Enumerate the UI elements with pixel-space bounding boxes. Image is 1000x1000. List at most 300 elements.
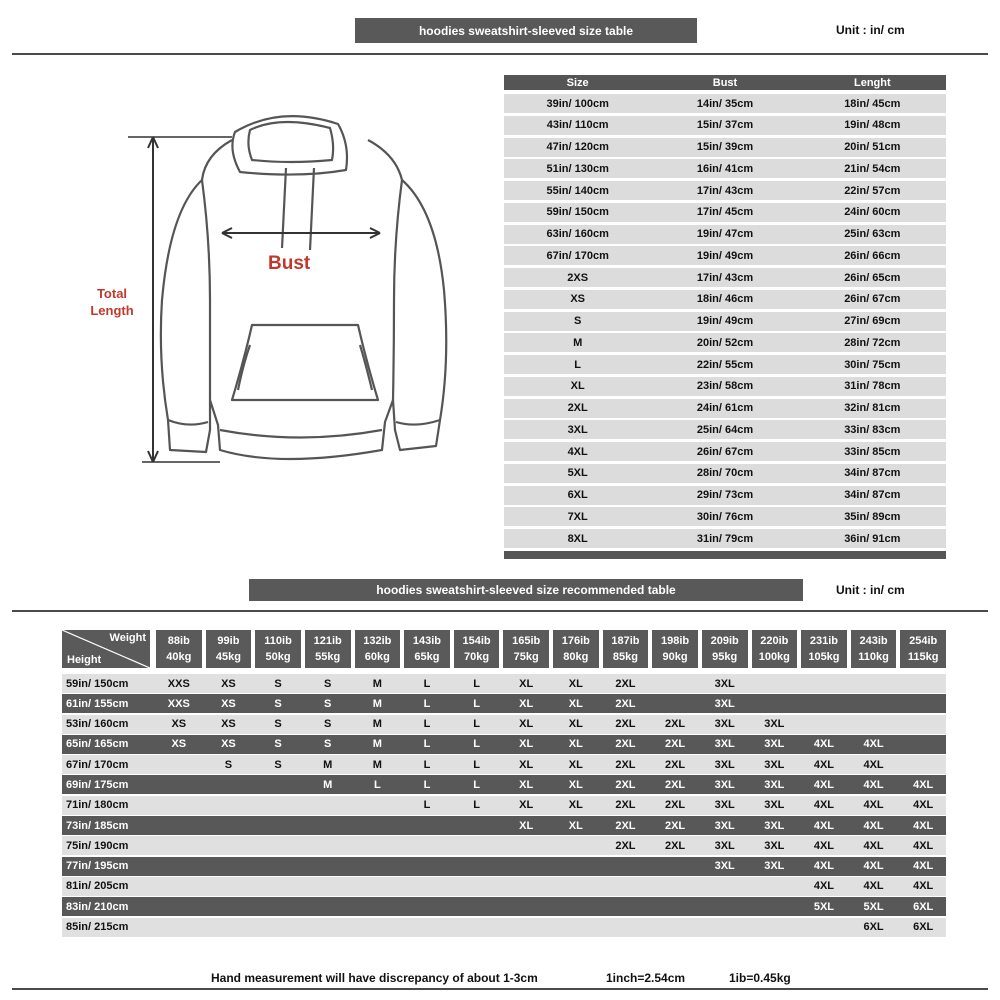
size-cell: M — [372, 758, 382, 771]
weight-kg: 95kg — [712, 651, 738, 663]
bust-cell: 28in/ 70cm — [696, 467, 754, 480]
height-cell: 61in/ 155cm — [66, 697, 129, 710]
weight-column-header — [503, 630, 549, 668]
size-cell: 4XL — [913, 778, 934, 791]
size-cell: 3XL — [714, 758, 735, 771]
weight-kg: 70kg — [464, 651, 490, 663]
size-cell: 3XL — [714, 718, 735, 731]
size-table-row — [504, 399, 946, 418]
size-column-header: Size — [566, 76, 589, 89]
size-cell: 4XL — [863, 819, 884, 832]
size-cell: S — [274, 738, 282, 751]
weight-lb: 88ib — [167, 635, 190, 647]
size-cell: 3XL — [764, 738, 785, 751]
size-cell: XS — [221, 738, 236, 751]
height-cell: 71in/ 180cm — [66, 799, 129, 812]
bust-cell: 30in/ 76cm — [696, 510, 754, 523]
size-cell: S — [324, 718, 332, 731]
size-cell: 4XL — [913, 839, 934, 852]
length-cell: 34in/ 87cm — [844, 489, 901, 501]
weight-kg: 50kg — [265, 651, 291, 663]
size-table-row — [504, 529, 946, 548]
weight-kg: 100kg — [758, 651, 790, 663]
size-cell: 4XL — [813, 778, 835, 791]
size-cell: 4XL — [813, 799, 835, 812]
size-cell: 3XL — [714, 860, 735, 873]
recommend-table-row — [62, 755, 946, 774]
size-cell: XL — [568, 677, 583, 690]
size-cell: 3XL — [714, 738, 735, 751]
recommend-table-row — [62, 857, 946, 876]
size-table-row — [504, 464, 946, 483]
size-cell: 55in/ 140cm — [546, 184, 609, 197]
length-column-header: Lenght — [853, 76, 891, 89]
recommend-table-row — [62, 836, 946, 855]
weight-lb: 176ib — [561, 635, 590, 647]
size-cell: 5XL — [863, 900, 884, 913]
length-cell: 36in/ 91cm — [844, 532, 901, 545]
size-cell: XL — [568, 819, 583, 832]
weight-lb: 121ib — [313, 635, 342, 647]
size-cell: L — [473, 677, 480, 690]
size-cell: XS — [171, 738, 187, 751]
size-cell: 39in/ 100cm — [546, 97, 609, 110]
recommend-table-row — [62, 897, 946, 916]
size-cell: XL — [519, 677, 534, 690]
bust-cell: 14in/ 35cm — [696, 97, 754, 110]
recommend-table-row — [62, 816, 946, 835]
height-cell: 75in/ 190cm — [66, 839, 129, 852]
size-cell: S — [274, 718, 282, 731]
size-cell: 6XL — [863, 921, 884, 934]
size-cell: L — [423, 799, 431, 812]
size-cell: L — [423, 738, 431, 751]
weight-column-header — [801, 630, 847, 668]
size-table-row — [504, 355, 946, 374]
height-cell: 53in/ 160cm — [66, 718, 129, 731]
weight-lb: 132ib — [363, 635, 392, 647]
size-table-row — [504, 507, 946, 526]
length-cell: 24in/ 60cm — [844, 206, 901, 219]
weight-column-header — [851, 630, 897, 668]
recommend-table-row — [62, 918, 946, 937]
length-cell: 27in/ 69cm — [844, 315, 901, 327]
size-cell: 6XL — [913, 900, 934, 913]
weight-lb: 165ib — [512, 635, 541, 647]
size-cell: 3XL — [764, 819, 785, 832]
weight-kg: 75kg — [513, 651, 539, 663]
size-cell: 2XL — [615, 677, 636, 690]
size-cell: M — [372, 718, 382, 731]
size-cell: 51in/ 130cm — [546, 162, 609, 175]
size-cell: 4XL — [913, 880, 934, 893]
size-cell: XL — [570, 380, 585, 393]
bust-cell: 17in/ 43cm — [696, 184, 754, 197]
size-cell: 7XL — [567, 510, 588, 523]
size-cell: XXS — [167, 677, 190, 690]
size-table-row — [504, 116, 946, 135]
size-cell: 2XL — [615, 697, 636, 710]
size-cell: 5XL — [567, 467, 588, 480]
recommend-table-row — [62, 796, 946, 815]
bust-cell: 19in/ 47cm — [696, 228, 754, 240]
length-cell: 22in/ 57cm — [844, 184, 901, 197]
size-cell: L — [423, 758, 431, 771]
bust-cell: 24in/ 61cm — [696, 402, 754, 414]
bust-cell: 23in/ 58cm — [696, 380, 754, 393]
size-cell: 4XL — [863, 738, 884, 751]
size-cell: XL — [519, 758, 534, 771]
height-cell: 83in/ 210cm — [66, 900, 129, 913]
size-cell: 4XL — [913, 860, 934, 873]
size-cell: 63in/ 160cm — [546, 228, 609, 240]
size-cell: S — [324, 738, 332, 751]
weight-kg: 90kg — [662, 651, 688, 663]
weight-column-header — [603, 630, 649, 668]
size-cell: 4XL — [863, 799, 884, 812]
bust-cell: 22in/ 55cm — [696, 358, 754, 371]
size-cell: S — [324, 697, 332, 710]
length-cell: 21in/ 54cm — [844, 162, 901, 175]
size-cell: S — [324, 677, 332, 690]
weight-lb: 254ib — [909, 635, 938, 647]
size-cell: 3XL — [714, 697, 735, 710]
size-cell: XS — [570, 293, 585, 306]
height-cell: 67in/ 170cm — [66, 758, 129, 771]
size-cell: 2XL — [664, 799, 686, 812]
bust-cell: 26in/ 67cm — [696, 445, 754, 458]
recommend-table-body — [62, 674, 946, 937]
size-cell: L — [423, 697, 431, 710]
discrepancy-note: Hand measurement will have discrepancy of about 1-3cm — [211, 971, 538, 985]
recommend-table-row — [62, 674, 946, 693]
size-table-unit: Unit : in/ cm — [836, 23, 905, 37]
size-table-row — [504, 94, 946, 113]
weight-lb: 99ib — [217, 635, 240, 647]
size-table-header — [504, 75, 946, 90]
size-cell: M — [372, 697, 382, 710]
size-table-row — [504, 442, 946, 461]
size-cell: 4XL — [813, 819, 835, 832]
recommend-table-row — [62, 775, 946, 794]
size-cell: 3XL — [714, 778, 735, 791]
length-label-line2: Length — [90, 303, 134, 318]
height-cell: 59in/ 150cm — [66, 677, 129, 690]
bust-column-header: Bust — [712, 76, 738, 89]
weight-column-header — [702, 630, 748, 668]
size-cell: S — [274, 697, 282, 710]
bust-cell: 15in/ 39cm — [696, 141, 754, 153]
size-cell: 3XL — [764, 860, 785, 873]
size-cell: 2XL — [615, 819, 636, 832]
size-cell: 2XL — [615, 758, 636, 771]
size-cell: 8XL — [567, 532, 588, 545]
inch-conversion: 1inch=2.54cm — [606, 971, 686, 985]
size-cell: XL — [568, 778, 583, 791]
size-table-row — [504, 377, 946, 396]
size-cell: XL — [568, 718, 583, 731]
size-cell: XS — [221, 697, 236, 710]
size-cell: 2XS — [567, 271, 589, 284]
size-cell: 2XL — [664, 839, 686, 852]
size-cell: XL — [568, 738, 583, 751]
height-cell: 65in/ 165cm — [66, 738, 129, 751]
length-cell: 25in/ 63cm — [844, 228, 901, 240]
bust-cell: 17in/ 45cm — [696, 206, 754, 219]
weight-column-header — [206, 630, 252, 668]
height-cell: 73in/ 185cm — [66, 819, 129, 832]
size-cell: 4XL — [913, 819, 934, 832]
size-cell: 3XL — [714, 799, 735, 812]
weight-lb: 143ib — [412, 635, 441, 647]
size-cell: L — [473, 697, 480, 710]
size-cell: 3XL — [714, 819, 735, 832]
length-cell: 34in/ 87cm — [844, 467, 901, 480]
size-cell: L — [473, 778, 480, 791]
bust-cell: 29in/ 73cm — [696, 489, 754, 501]
size-table-row — [504, 268, 946, 287]
size-cell: 47in/ 120cm — [546, 141, 609, 153]
size-cell: L — [473, 758, 480, 771]
length-cell: 26in/ 67cm — [844, 293, 901, 306]
weight-column-header — [652, 630, 698, 668]
size-table-row — [504, 290, 946, 309]
weight-kg: 110kg — [858, 651, 889, 663]
size-table-row — [504, 203, 946, 222]
size-table-row — [504, 486, 946, 505]
size-cell: L — [373, 778, 381, 791]
recommend-table-row — [62, 694, 946, 713]
size-cell: XL — [568, 697, 583, 710]
size-cell: 2XL — [615, 738, 636, 751]
length-label — [82, 285, 142, 319]
size-cell: S — [224, 758, 233, 771]
bust-cell: 20in/ 52cm — [696, 336, 754, 349]
weight-kg: 85kg — [612, 651, 638, 663]
weight-lb: 110ib — [264, 635, 292, 647]
size-cell: M — [573, 336, 583, 349]
length-cell: 31in/ 78cm — [844, 380, 901, 393]
weight-column-header — [752, 630, 798, 668]
size-cell: 2XL — [664, 738, 686, 751]
size-cell: 3XL — [764, 758, 785, 771]
height-cell: 69in/ 175cm — [66, 778, 129, 791]
weight-column-header — [553, 630, 599, 668]
length-cell: 30in/ 75cm — [844, 358, 901, 371]
weight-lb: 198ib — [660, 635, 690, 647]
length-cell: 32in/ 81cm — [844, 402, 901, 414]
length-cell: 35in/ 89cm — [844, 510, 901, 523]
recommend-table-title: hoodies sweatshirt-sleeved size recommended table — [249, 579, 803, 601]
size-table-row — [504, 225, 946, 244]
size-cell: 2XL — [664, 778, 686, 791]
size-cell: S — [274, 758, 282, 771]
divider-top — [12, 53, 988, 55]
size-table-row — [504, 420, 946, 439]
recommend-table-unit: Unit : in/ cm — [836, 583, 905, 597]
size-cell: 4XL — [813, 880, 835, 893]
length-cell: 33in/ 83cm — [844, 423, 901, 436]
weight-lb: 187ib — [611, 635, 640, 647]
weight-height-corner — [62, 630, 150, 668]
size-cell: XL — [519, 778, 534, 791]
size-cell: M — [323, 778, 333, 791]
size-cell: 2XL — [615, 718, 636, 731]
weight-kg: 105kg — [808, 651, 840, 663]
size-table-row — [504, 333, 946, 352]
height-label: Height — [67, 654, 102, 666]
size-cell: 4XL — [567, 445, 588, 458]
size-table-row — [504, 312, 946, 331]
size-cell: XL — [568, 758, 583, 771]
weight-column-header — [255, 630, 301, 668]
bust-label: Bust — [268, 253, 311, 274]
height-cell: 81in/ 205cm — [66, 880, 129, 893]
size-cell: L — [574, 358, 582, 371]
size-cell: XL — [568, 799, 583, 812]
size-table-row — [504, 246, 946, 265]
length-cell: 33in/ 85cm — [844, 445, 901, 458]
weight-kg: 45kg — [215, 651, 241, 663]
size-cell: XL — [519, 697, 534, 710]
length-label-line1: Total — [96, 286, 128, 301]
weight-kg: 115kg — [907, 651, 939, 663]
size-cell: 3XL — [714, 839, 735, 852]
bust-cell: 15in/ 37cm — [696, 119, 754, 132]
bust-cell: 17in/ 43cm — [696, 271, 754, 284]
size-cell: 2XL — [664, 819, 686, 832]
size-cell: 3XL — [764, 839, 785, 852]
hoodie-drawing — [110, 100, 455, 475]
size-cell: L — [473, 718, 480, 731]
size-cell: 5XL — [813, 900, 835, 913]
size-cell: L — [473, 799, 480, 812]
size-cell: 4XL — [863, 839, 884, 852]
size-cell: XS — [221, 718, 236, 731]
weight-kg: 65kg — [414, 651, 440, 663]
size-cell: 3XL — [764, 778, 785, 791]
size-cell: 3XL — [714, 677, 735, 690]
recommend-table — [62, 630, 946, 938]
weight-column-header — [900, 630, 946, 668]
size-table-body — [504, 94, 946, 548]
size-table-footer-bar — [504, 551, 946, 559]
size-cell: XL — [519, 799, 534, 812]
size-cell: L — [423, 718, 431, 731]
size-cell: 4XL — [813, 738, 835, 751]
size-cell: 3XL — [567, 423, 588, 436]
bust-cell: 19in/ 49cm — [696, 249, 754, 262]
height-cell: 85in/ 215cm — [66, 921, 129, 934]
bust-cell: 31in/ 79cm — [696, 532, 754, 545]
weight-kg: 55kg — [315, 651, 341, 663]
size-cell: 4XL — [813, 839, 835, 852]
size-cell: 4XL — [863, 778, 884, 791]
size-cell: 4XL — [863, 860, 884, 873]
size-cell: 2XL — [567, 402, 588, 414]
size-cell: XS — [221, 677, 236, 690]
weight-lb: 243ib — [859, 635, 888, 647]
size-table-row — [504, 181, 946, 200]
height-cell: 77in/ 195cm — [66, 860, 129, 873]
size-cell: M — [372, 677, 382, 690]
size-cell: 6XL — [913, 921, 934, 934]
size-cell: S — [274, 677, 282, 690]
weight-lb: 231ib — [809, 635, 838, 647]
size-cell: L — [423, 778, 431, 791]
weight-column-header — [355, 630, 401, 668]
divider-middle — [12, 610, 988, 612]
bust-cell: 18in/ 46cm — [696, 293, 754, 306]
size-cell: 2XL — [615, 799, 636, 812]
size-cell: 4XL — [813, 860, 835, 873]
size-cell: L — [423, 677, 431, 690]
weight-column-header — [454, 630, 500, 668]
size-cell: M — [372, 738, 382, 751]
size-cell: XXS — [167, 697, 190, 710]
recommend-table-row — [62, 877, 946, 896]
recommend-table-header — [62, 630, 946, 668]
size-cell: 59in/ 150cm — [546, 206, 609, 219]
length-cell: 18in/ 45cm — [844, 97, 901, 110]
size-cell: L — [473, 738, 480, 751]
size-cell: 3XL — [764, 799, 785, 812]
size-cell: 67in/ 170cm — [546, 249, 609, 262]
weight-column-header — [404, 630, 450, 668]
weight-lb: 209ib — [710, 635, 739, 647]
weight-kg: 60kg — [364, 651, 390, 663]
weight-label: Weight — [109, 632, 146, 644]
bust-cell: 25in/ 64cm — [696, 423, 754, 436]
length-cell: 26in/ 65cm — [844, 271, 901, 284]
size-cell: 2XL — [664, 718, 686, 731]
size-table-row — [504, 138, 946, 157]
size-table — [504, 75, 946, 559]
size-cell: S — [573, 315, 582, 327]
size-cell: 3XL — [764, 718, 785, 731]
length-cell: 28in/ 72cm — [844, 336, 901, 349]
recommend-table-row — [62, 735, 946, 754]
size-cell: 4XL — [813, 758, 835, 771]
divider-bottom — [12, 988, 988, 990]
size-cell: XL — [519, 718, 534, 731]
weight-lb: 220ib — [760, 635, 789, 647]
size-cell: 4XL — [863, 880, 884, 893]
bust-cell: 16in/ 41cm — [696, 162, 754, 175]
size-table-title: hoodies sweatshirt-sleeved size table — [355, 18, 697, 43]
weight-column-header — [156, 630, 202, 668]
size-cell: 43in/ 110cm — [546, 119, 609, 132]
size-cell: 2XL — [615, 778, 636, 791]
size-cell: XL — [519, 819, 534, 832]
weight-column-header — [305, 630, 351, 668]
weight-kg: 80kg — [563, 651, 589, 663]
size-cell: 4XL — [913, 799, 934, 812]
size-cell: M — [323, 758, 333, 771]
lb-conversion: 1ib=0.45kg — [729, 971, 791, 985]
size-table-row — [504, 159, 946, 178]
weight-kg: 40kg — [166, 651, 192, 663]
length-cell: 26in/ 66cm — [844, 249, 901, 262]
weight-lb: 154ib — [462, 635, 491, 647]
hoodie-illustration — [90, 100, 455, 480]
size-cell: 6XL — [567, 489, 588, 501]
size-cell: 2XL — [615, 839, 636, 852]
recommend-table-row — [62, 715, 946, 734]
size-cell: 2XL — [664, 758, 686, 771]
length-cell: 20in/ 51cm — [844, 141, 901, 153]
size-cell: 4XL — [863, 758, 884, 771]
